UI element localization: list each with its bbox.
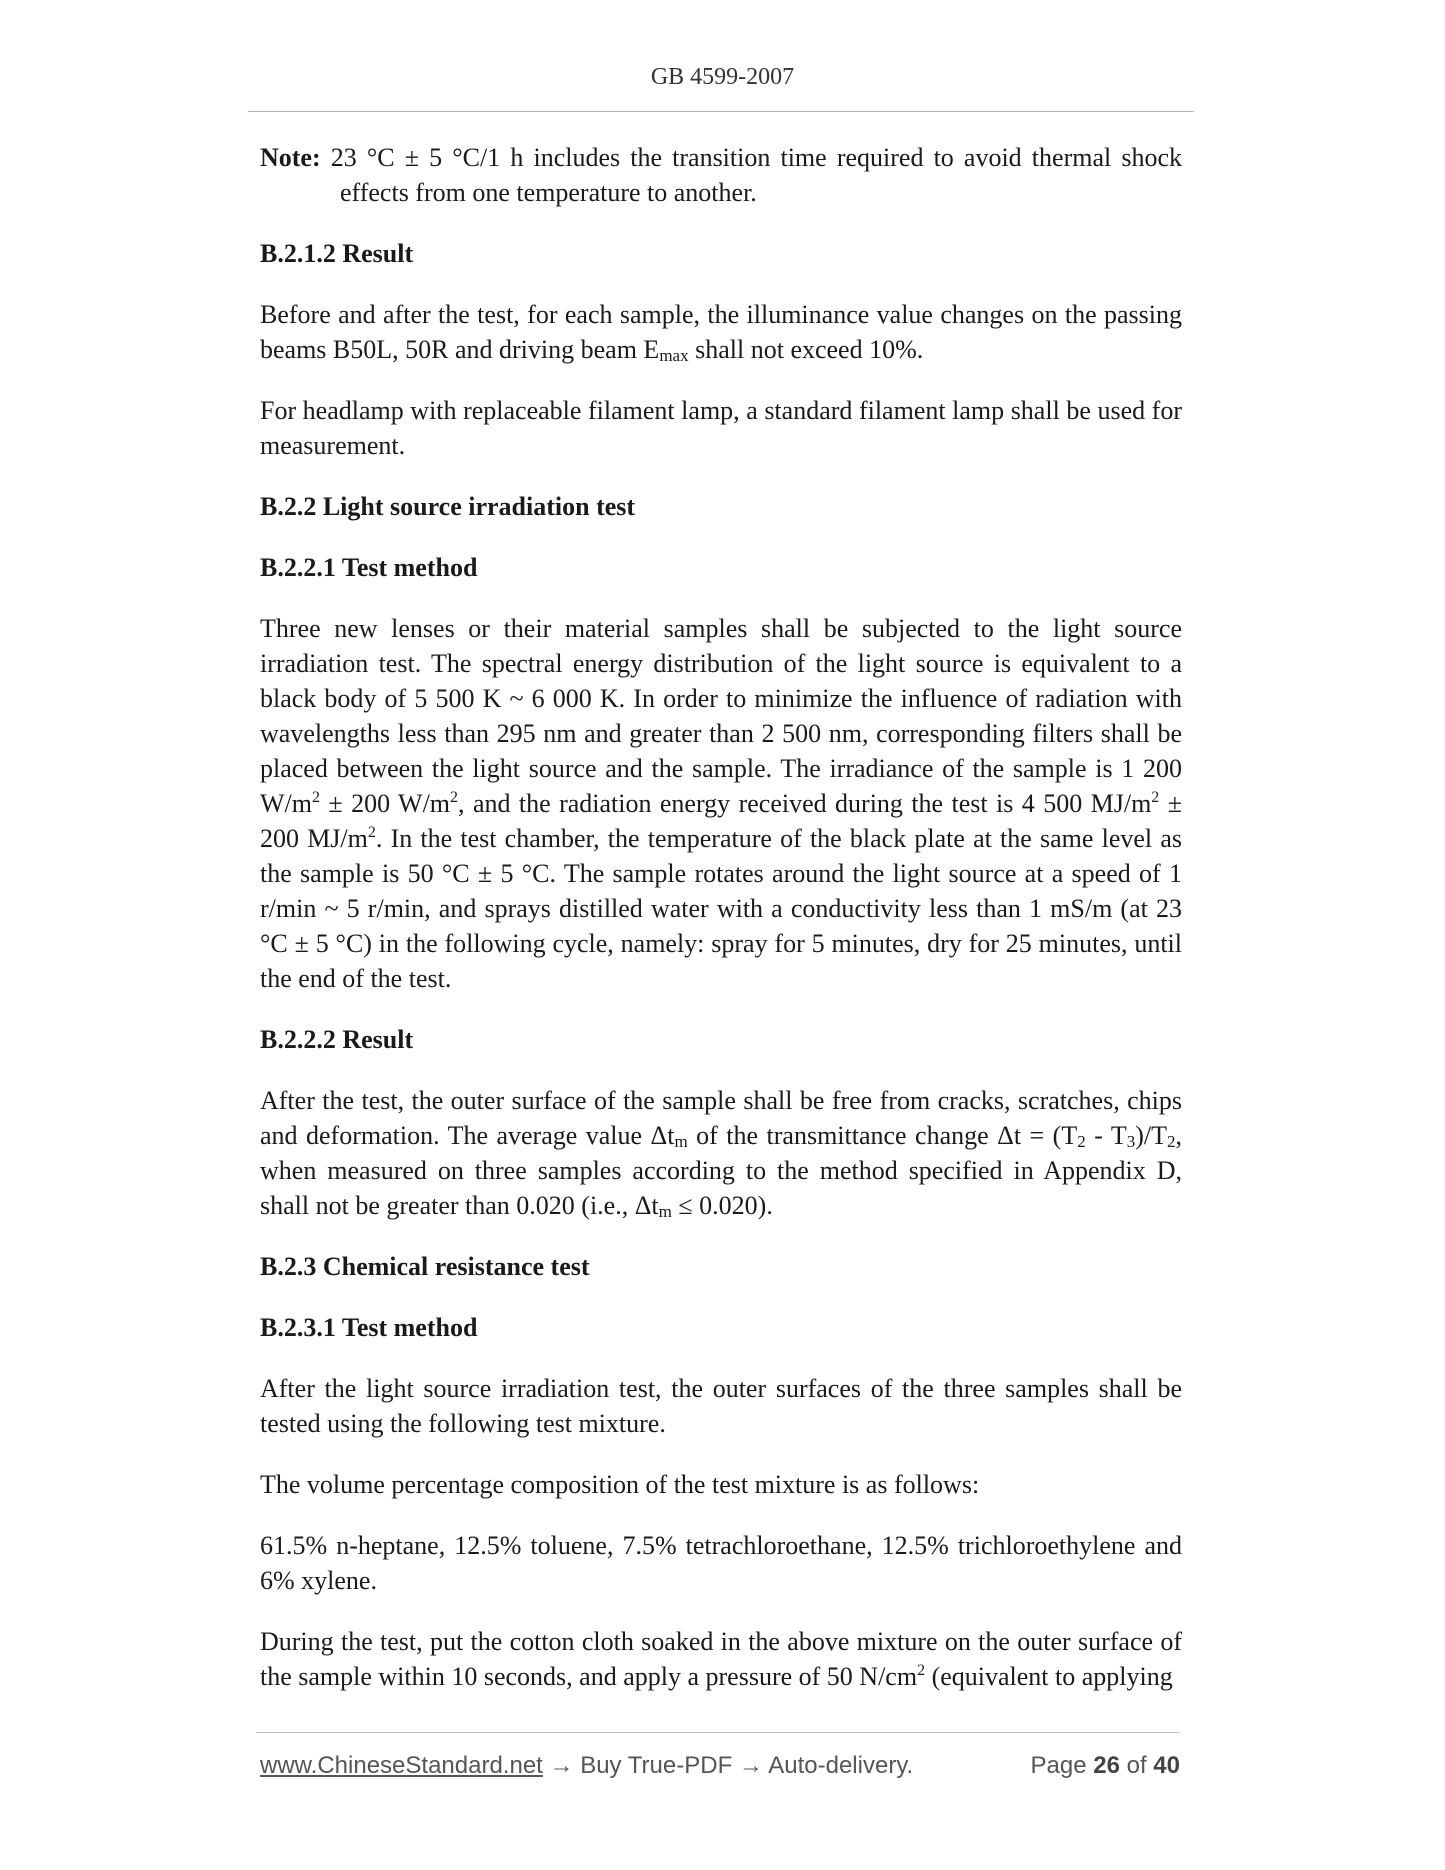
delivery-text: Auto-delivery. [768, 1752, 914, 1779]
note-label: Note: [260, 143, 321, 172]
superscript: 2 [312, 789, 320, 806]
footer-promo [260, 1752, 913, 1780]
text-run: ≤ 0.020). [671, 1191, 773, 1220]
paragraph-irradiation-result [260, 1083, 1182, 1223]
paragraph-irradiation-method [260, 611, 1182, 996]
paragraph-cotton-cloth [260, 1624, 1182, 1694]
superscript: 2 [1151, 789, 1160, 806]
subscript: 2 [1077, 1132, 1086, 1151]
arrow-icon: → [732, 1752, 769, 1779]
page-footer [260, 1752, 1180, 1786]
text-run: - T [1085, 1121, 1127, 1150]
heading-b2-2-2: B.2.2.2 Result [260, 1025, 414, 1054]
text-run: After the test, the outer surface of the sample shall be free from cracks, scratches, chips and deformation. The average value Δt [260, 1086, 1182, 1150]
superscript: 2 [917, 1662, 926, 1679]
page-total: 40 [1153, 1752, 1180, 1779]
paragraph-illuminance [260, 297, 1182, 367]
standard-number: GB 4599-2007 [650, 64, 795, 90]
page-label: Page [1030, 1752, 1087, 1779]
paragraph-chemical-intro: After the light source irradiation test, the outer surfaces of the three samples shall be tested using the following test mixture. [260, 1374, 1182, 1438]
footer-divider [256, 1732, 1180, 1733]
page-number: 26 [1093, 1752, 1120, 1779]
subscript-max: max [659, 346, 689, 365]
text-run: shall not exceed 10%. [688, 335, 924, 364]
text-run: ± 200 MJ/m [260, 789, 1182, 853]
heading-b2-2-1: B.2.2.1 Test method [260, 553, 478, 582]
note-paragraph [260, 140, 1182, 210]
of-label: of [1126, 1752, 1147, 1779]
superscript: 2 [367, 824, 376, 841]
text-run: , and the radiation energy received during the test is 4 500 MJ/m [458, 789, 1152, 818]
heading-b2-3: B.2.3 Chemical resistance test [260, 1252, 590, 1281]
superscript: 2 [450, 789, 459, 806]
heading-b2-2: B.2.2 Light source irradiation test [260, 492, 636, 521]
subscript: 3 [1126, 1132, 1136, 1151]
subscript: 2 [1167, 1132, 1176, 1151]
page-header [0, 64, 1445, 91]
paragraph-composition: 61.5% n-heptane, 12.5% toluene, 7.5% tetrachloroethane, 12.5% trichloroethylene and 6% xylene. [260, 1531, 1182, 1595]
text-run: During the test, put the cotton cloth soaked in the above mixture on the outer surface of the sample within 10 seconds, and apply a pressure of 50 N/cm [260, 1627, 1182, 1691]
document-body [260, 140, 1182, 1720]
header-divider [248, 111, 1194, 112]
website-link[interactable]: www.ChineseStandard.net [260, 1752, 543, 1779]
page-indicator [1031, 1752, 1181, 1780]
paragraph-filament-lamp: For headlamp with replaceable filament lamp, a standard filament lamp shall be used for measurement. [260, 396, 1182, 460]
text-run: . In the test chamber, the temperature of the black plate at the same level as the sample is 50 °C ± 5 °C. The sample rotates around the light source at a speed of 1 r/min ~ 5 r/min, and sprays distilled water with a conductivity less than 1 mS/m (at 23 °C ± 5 °C) in the following cycle, namely: spray for 5 minutes, dry for 25 minutes, until the end of the test. [260, 824, 1182, 993]
note-text: 23 °C ± 5 °C/1 h includes the transition time required to avoid thermal shock effects from one temperature to another. [320, 143, 1182, 207]
text-run: , when measured on three samples according to the method specified in Appendix D, shall not be greater than 0.020 (i.e., Δt [260, 1121, 1183, 1220]
text-run: )/T [1135, 1121, 1168, 1150]
subscript: m [658, 1202, 672, 1221]
subscript: m [674, 1132, 688, 1151]
heading-b2-3-1: B.2.3.1 Test method [260, 1313, 478, 1342]
text-run: Three new lenses or their material samples shall be subjected to the light source irradiation test. The spectral energy distribution of the light source is equivalent to a black body of 5 500 K ~ 6 000 K. In order to minimize the influence of radiation with wavelengths less than 295 nm and greater than 2 500 nm, corresponding filters shall be placed between the light source and the sample. The irradiance of the sample is 1 200 W/m [260, 614, 1182, 818]
heading-b2-1-2: B.2.1.2 Result [260, 239, 414, 268]
arrow-icon: → [542, 1752, 581, 1779]
paragraph-composition-intro: The volume percentage composition of the test mixture is as follows: [260, 1470, 980, 1499]
text-run: of the transmittance change Δt = (T [687, 1121, 1078, 1150]
text-run: Before and after the test, for each sample, the illuminance value changes on the passing beams B50L, 50R and driving beam E [260, 300, 1182, 364]
buy-text: Buy True-PDF [580, 1752, 733, 1779]
text-run: (equivalent to applying [925, 1662, 1173, 1691]
text-run: ± 200 W/m [320, 789, 451, 818]
